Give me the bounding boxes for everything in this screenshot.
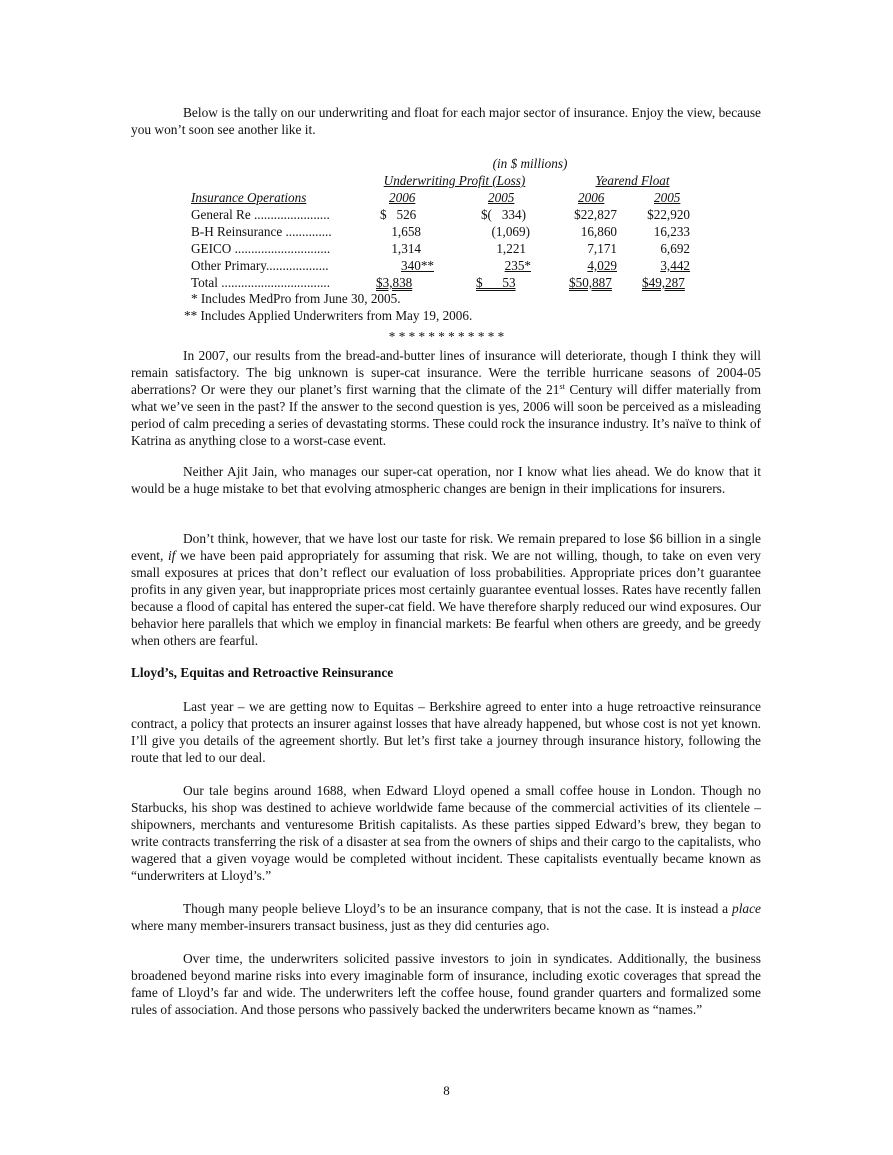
total-cell: $49,287 xyxy=(642,275,685,290)
table-cell: 16,233 xyxy=(653,224,690,239)
table-cell: (1,069) xyxy=(491,224,530,239)
footnote: ** Includes Applied Underwriters from May 19, 2006. xyxy=(184,308,473,323)
separator: * * * * * * * * * * * * xyxy=(388,329,505,344)
table-cell: 235* xyxy=(504,258,531,273)
section-heading: Lloyd’s, Equitas and Retroactive Reinsurance xyxy=(131,665,394,680)
footnote: * Includes MedPro from June 30, 2005. xyxy=(191,291,401,306)
table-cell: 6,692 xyxy=(660,241,690,256)
table-total-label: Total ................................. xyxy=(191,275,331,290)
float-group-header: Yearend Float xyxy=(595,173,670,188)
table-cell: 4,029 xyxy=(587,258,617,273)
table-row-label: GEICO ............................. xyxy=(191,241,331,256)
year-header-uw-2005: 2005 xyxy=(488,190,515,205)
table-cell: 1,314 xyxy=(391,241,421,256)
table-cell: $( 334) xyxy=(480,207,526,222)
paragraph: Over time, the underwriters solicited passive investors to join in syndicates. Additionally, the business broadened beyond marine risks into every imaginable form of insurance, including exotic coverages that spread the fame of Lloyd’s far and wide. The underwriters left the coffee house, found grander quarters and formalized some rules of association. And those persons who passively backed the underwriters became known as “names.” xyxy=(131,951,761,1017)
total-cell: $3,838 xyxy=(376,275,413,290)
table-cell: $22,827 xyxy=(574,207,617,222)
paragraph: Last year – we are getting now to Equitas – Berkshire agreed to enter into a huge retroactive reinsurance contract, a policy that protects an insurer against losses that have already happened, but whose cost is not yet known. I’ll give you details of the agreement shortly. But let’s first take a journey through insurance history, following the route that led to our deal. xyxy=(131,699,761,765)
year-header-float-2006: 2006 xyxy=(578,190,605,205)
table-cell: 7,171 xyxy=(587,241,617,256)
page-number: 8 xyxy=(443,1083,450,1098)
intro-paragraph: Below is the tally on our underwriting and float for each major sector of insurance. Enjoy the view, because you won’t soon see another like it. xyxy=(131,105,761,137)
row-header: Insurance Operations xyxy=(191,190,307,205)
year-header-uw-2006: 2006 xyxy=(389,190,416,205)
table-row-label: Other Primary................... xyxy=(191,258,329,273)
table-units: (in $ millions) xyxy=(492,156,568,171)
table-row-label: General Re ....................... xyxy=(191,207,330,222)
table-cell: 340** xyxy=(401,258,434,273)
paragraph: Our tale begins around 1688, when Edward Lloyd opened a small coffee house in London. Though no Starbucks, his shop was destined to achieve worldwide fame because of the commercial activities of its clientele – shipowners, merchants and venturesome British capitalists. As these parties sipped Edward’s brew, they began to write contracts transferring the risk of a disaster at sea from the owners of ships and their cargo to the capitalists, who wagered that a given voyage would be completed without incident. These capitalists eventually became known as “underwriters at Lloyd’s.” xyxy=(131,783,761,883)
total-cell: $ 53 xyxy=(476,275,516,290)
total-cell: $50,887 xyxy=(569,275,612,290)
year-header-float-2005: 2005 xyxy=(654,190,681,205)
paragraph: In 2007, our results from the bread-and-butter lines of insurance will deteriorate, though I think they will remain satisfactory. The big unknown is super-cat insurance. Were the terrible hurricane seasons of 2004-05 aberrations? Or were they our planet’s first warning that the climate of the 21st Century will differ materially from what we’ve seen in the past? If the answer to the second question is yes, 2006 will soon be perceived as a misleading period of calm preceding a series of devastating storms. These could rock the insurance industry. It’s naïve to think of Katrina as anything close to a worst-case event. xyxy=(131,348,761,448)
underwriting-group-header: Underwriting Profit (Loss) xyxy=(383,173,526,188)
table-cell: 16,860 xyxy=(580,224,617,239)
table-cell: 1,658 xyxy=(391,224,421,239)
paragraph: Don’t think, however, that we have lost our taste for risk. We remain prepared to lose $6 billion in a single event, if we have been paid appropriately for assuming that risk. We are not willing, though, to take on even very small exposures at prices that don’t reflect our evaluation of loss probabilities. Appropriate prices don’t guarantee profits in any given year, but inappropriate prices most certainly guarantee eventual losses. Rates have recently fallen because a flood of capital has entered the super-cat field. We have therefore sharply reduced our wind exposures. Our behavior here parallels that which we employ in financial markets: Be fearful when others are greedy, and be greedy when others are fearful. xyxy=(131,531,761,648)
paragraph: Neither Ajit Jain, who manages our super-cat operation, nor I know what lies ahead. We do know that it would be a huge mistake to bet that evolving atmospheric changes are benign in their implications for insurers. xyxy=(131,464,761,496)
table-cell: $ 526 xyxy=(380,207,417,222)
table-cell: 3,442 xyxy=(660,258,690,273)
table-row-label: B-H Reinsurance .............. xyxy=(191,224,332,239)
table-cell: $22,920 xyxy=(647,207,690,222)
table-cell: 1,221 xyxy=(496,241,526,256)
paragraph: Though many people believe Lloyd’s to be an insurance company, that is not the case. It is instead a place where many member-insurers transact business, just as they did centuries ago. xyxy=(131,901,761,933)
